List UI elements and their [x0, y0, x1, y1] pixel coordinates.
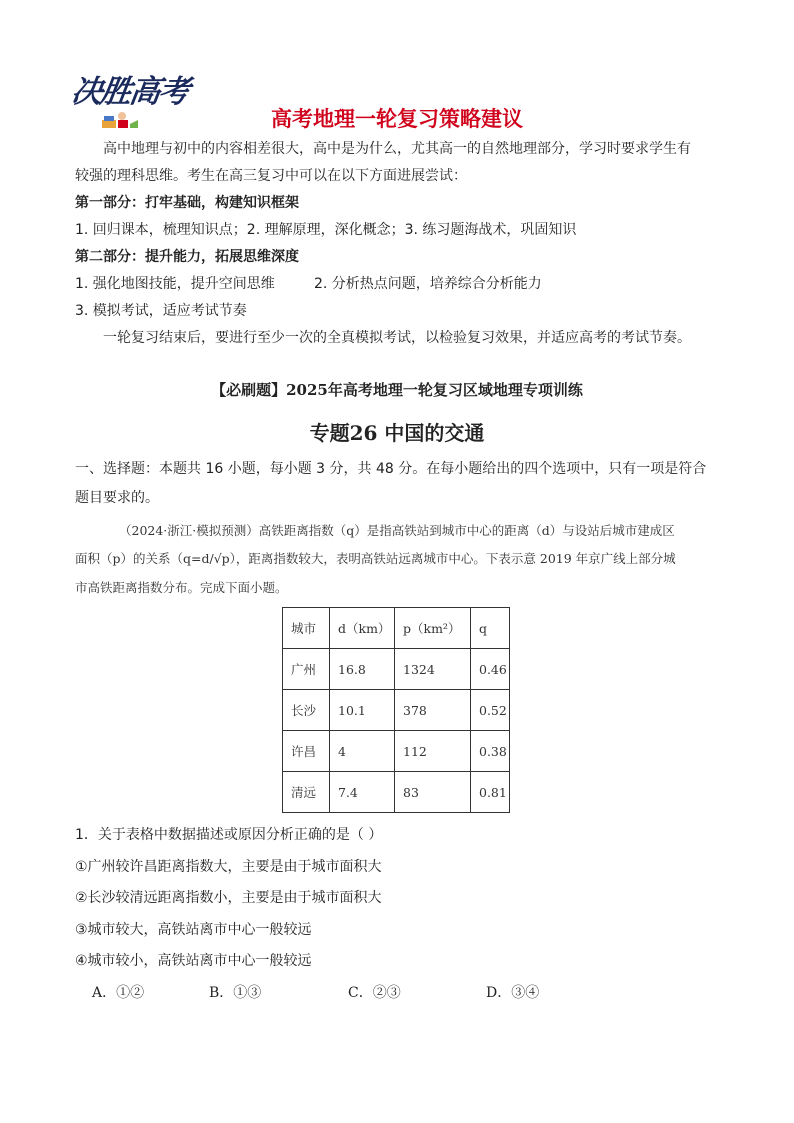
- sub-title: 【必刷题】2025年高考地理一轮复习区域地理专项训练: [211, 381, 583, 399]
- passage-line-1: （2024·浙江·模拟预测）高铁距离指数（q）是指高铁站到城市中心的距离（d）与设站后城市建成区: [119, 523, 675, 538]
- table-header-cell: 城市: [283, 608, 330, 649]
- option-a[interactable]: A．①②: [92, 985, 145, 1001]
- table-cell: 16.8: [330, 649, 395, 690]
- part2-item-1: 1. 强化地图技能，提升空间思维: [75, 276, 275, 292]
- page-title: [0, 106, 794, 132]
- table-cell: 7.4: [330, 772, 395, 813]
- table-row: [283, 772, 510, 813]
- part1-items: 1. 回归课本，梳理知识点；2. 理解原理，深化概念；3. 练习题海战术，巩固知识: [75, 222, 577, 238]
- table-cell: 0.52: [471, 690, 510, 731]
- table-cell: 112: [395, 731, 471, 772]
- data-table: [282, 607, 510, 813]
- intro-line-2: 较强的理科思维。考生在高三复习中可以在以下方面进展尝试：: [75, 168, 467, 184]
- section-line-2: 题目要求的。: [75, 490, 159, 506]
- part2-item-3: 3. 模拟考试，适应考试节奏: [75, 303, 247, 319]
- part2-item-2: 2. 分析热点问题，培养综合分析能力: [314, 276, 542, 292]
- logo-text: 决胜高考: [68, 74, 191, 110]
- question-1-statement-2: ②长沙较清远距离指数小，主要是由于城市面积大: [75, 890, 382, 906]
- part1-heading: 第一部分：打牢基础，构建知识框架: [75, 195, 299, 211]
- table-header-cell: p（km²）: [395, 608, 471, 649]
- table-header-cell: d（km）: [330, 608, 395, 649]
- table-cell: 0.46: [471, 649, 510, 690]
- question-1-stem: 1．关于表格中数据描述或原因分析正确的是（ ）: [75, 827, 383, 843]
- table-row: [283, 731, 510, 772]
- part2-note: 一轮复习结束后，要进行至少一次的全真模拟考试，以检验复习效果，并适应高考的考试节奏。: [103, 330, 691, 346]
- table-cell: 0.38: [471, 731, 510, 772]
- option-b[interactable]: B．①③: [209, 985, 262, 1001]
- table-cell: 10.1: [330, 690, 395, 731]
- intro-line-1: 高中地理与初中的内容相差很大，高中是为什么，尤其高一的自然地理部分，学习时要求学生有: [103, 141, 691, 157]
- table-cell: 许昌: [283, 731, 330, 772]
- question-1-statement-3: ③城市较大，高铁站离市中心一般较远: [75, 922, 312, 938]
- part2-heading: 第二部分：提升能力，拓展思维深度: [75, 249, 299, 265]
- table-row: [283, 690, 510, 731]
- passage-line-3: 市高铁距离指数分布。完成下面小题。: [75, 580, 288, 595]
- table-cell: 清远: [283, 772, 330, 813]
- option-d[interactable]: D．③④: [486, 985, 540, 1001]
- passage-line-2: 面积（p）的关系（q=d/√p），距离指数较大，表明高铁站远离城市中心。下表示意 2019 年京广线上部分城: [75, 551, 676, 566]
- table-cell: 广州: [283, 649, 330, 690]
- page-title-text: 高考地理一轮复习策略建议: [271, 107, 523, 131]
- question-1-statement-1: ①广州较许昌距离指数大，主要是由于城市面积大: [75, 859, 382, 875]
- table-cell: 83: [395, 772, 471, 813]
- table-cell: 4: [330, 731, 395, 772]
- option-c[interactable]: C．②③: [348, 985, 401, 1001]
- table-row: [283, 649, 510, 690]
- table-cell: 长沙: [283, 690, 330, 731]
- table-header-cell: q: [471, 608, 510, 649]
- question-1-statement-4: ④城市较小，高铁站离市中心一般较远: [75, 953, 312, 969]
- table-cell: 378: [395, 690, 471, 731]
- table-cell: 1324: [395, 649, 471, 690]
- topic-title: 专题26 中国的交通: [309, 421, 485, 445]
- section-line-1: 一、选择题：本题共 16 小题，每小题 3 分，共 48 分。在每小题给出的四个选项中，只有一项是符合: [75, 461, 707, 477]
- table-header-row: [283, 608, 510, 649]
- table-cell: 0.81: [471, 772, 510, 813]
